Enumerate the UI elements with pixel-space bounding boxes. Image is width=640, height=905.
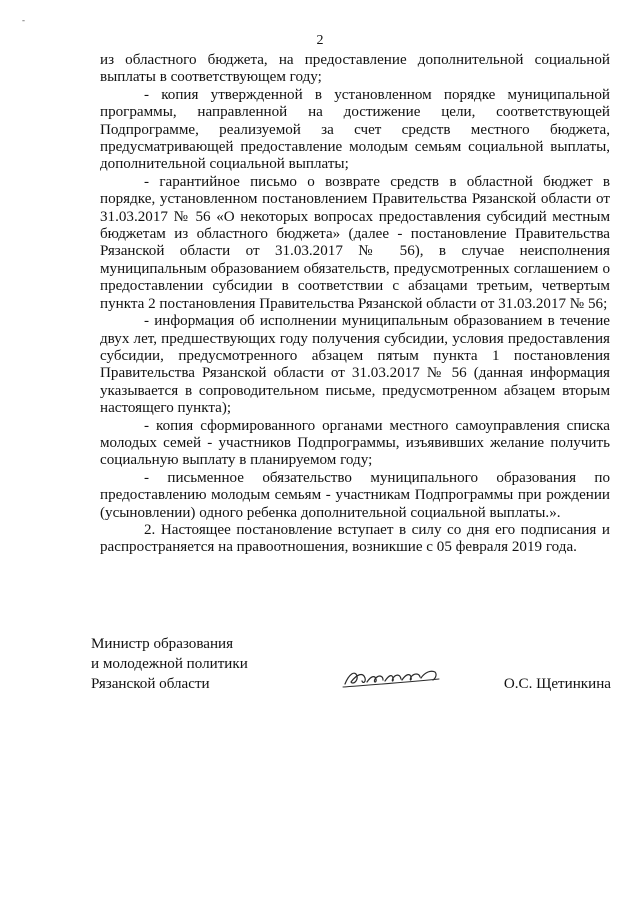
document-body [100, 52, 610, 557]
signatory-position-line-3: Рязанской области [91, 676, 210, 692]
paragraph-guarantee-letter: - гарантийное письмо о возврате средств в областной бюджет в порядке, установленном постановлением Правительства Рязанской области от 31.03.2017 № 56 «О некоторых вопросах предоставления субсидий местным бюджетам из областного бюджета» (далее - постановление Правительства Рязанской области от 31.03.2017 № 56), в случае неисполнения муниципальным образованием обязательств, предусмотренных соглашением о предоставлении субсидии в соответствии с абзацами третьим, четвертым пункта 2 постановления Правительства Рязанской области от 31.03.2017 № 56; [100, 173, 610, 312]
paragraph-effective-date: 2. Настоящее постановление вступает в силу со дня его подписания и распространяется на правоотношения, возникшие с 05 февраля 2019 года. [100, 521, 610, 556]
paragraph-execution-info: - информация об исполнении муниципальным образованием в течение двух лет, предшествующих году получения субсидии, условия предоставления субсидии, предусмотренного абзацем пятым пункта 1 постановления Правительства Рязанской области от 31.03.2017 № 56 (данная информация указывается в сопроводительном письме, предусмотренном абзацем вторым настоящего пункта); [100, 313, 610, 417]
paragraph-program-copy: - копия утвержденной в установленном порядке муниципальной программы, направленной на достижение цели, соответствующей Подпрограмме, реализуемой за счет средств местного бюджета, предусматривающей предоставление молодым семьям социальной выплаты, дополнительной социальной выплаты; [100, 86, 610, 173]
paragraph-continuation: из областного бюджета, на предоставление дополнительной социальной выплаты в соответствующем году; [100, 52, 610, 86]
corner-mark: - [22, 15, 25, 25]
signatory-position-line-1: Министр образования [91, 636, 234, 652]
signatory-name: О.С. Щетинкина [503, 676, 611, 692]
page-number: 2 [316, 33, 324, 48]
paragraph-families-list: - копия сформированного органами местного самоуправления списка молодых семей - участников Подпрограммы, изъявивших желание получить социальную выплату в планируемом году; [100, 417, 610, 469]
paragraph-written-obligation: - письменное обязательство муниципального образования по предоставлению молодым семьям - участникам Подпрограммы при рождении (усыновлении) одного ребенка дополнительной социальной выплаты.». [100, 469, 610, 521]
signature-block [91, 636, 611, 706]
signatory-position-line-2: и молодежной политики [91, 656, 248, 672]
handwritten-signature [339, 662, 451, 692]
